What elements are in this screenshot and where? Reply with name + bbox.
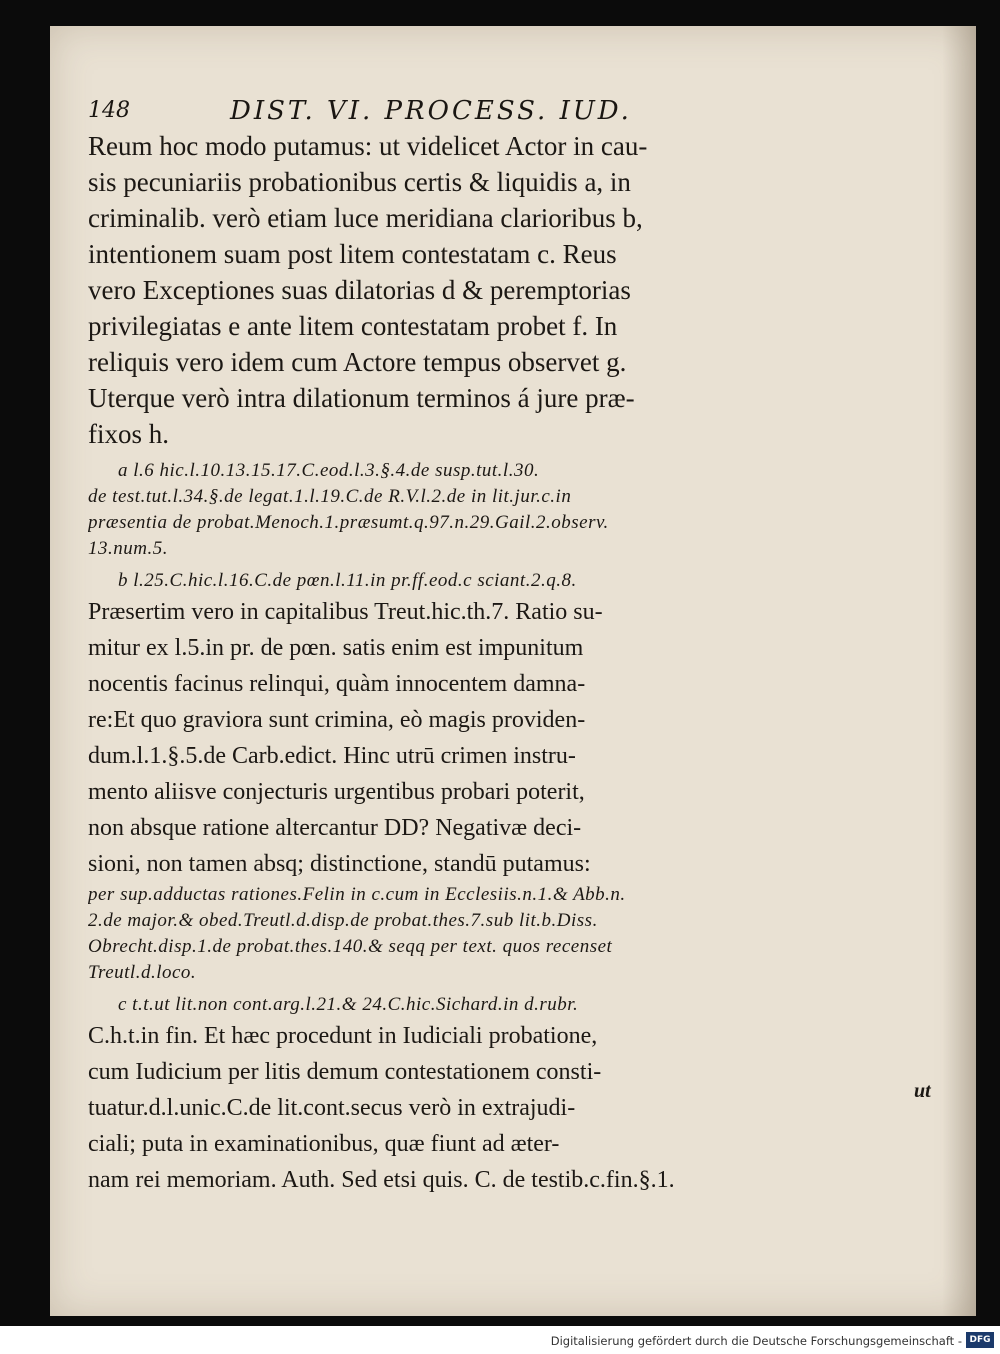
text-line: C.h.t.in fin. Et hæc procedunt in Iudiciali probatione, bbox=[88, 1023, 598, 1049]
note-line: 2.de major.& obed.Treutl.d.disp.de probat.thes.7.sub lit.b.Diss. bbox=[88, 910, 598, 931]
text-line: Uterque verò intra dilationum terminos á jure præ- bbox=[88, 383, 635, 413]
text-line: Reum hoc modo putamus: ut videlicet Actor in cau- bbox=[88, 131, 648, 161]
note-line: de test.tut.l.34.§.de legat.1.l.19.C.de R.V.l.2.de in lit.jur.c.in bbox=[88, 486, 572, 507]
footnote-c bbox=[88, 992, 898, 1198]
catchword: ut bbox=[914, 1080, 931, 1102]
text-line: dum.l.1.§.5.de Carb.edict. Hinc utrū crimen instru- bbox=[88, 743, 576, 769]
note-line: Treutl.d.loco. bbox=[88, 962, 197, 983]
page-edge-shadow bbox=[942, 26, 976, 1316]
text-line: mitur ex l.5.in pr. de pœn. satis enim est impunitum bbox=[88, 635, 584, 661]
text-line: tuatur.d.l.unic.C.de lit.cont.secus verò in extrajudi- bbox=[88, 1095, 576, 1121]
text-line: nocentis facinus relinqui, quàm innocentem damna- bbox=[88, 671, 586, 697]
text-line: privilegiatas e ante litem contestatam probet f. In bbox=[88, 311, 618, 341]
note-line: a l.6 hic.l.10.13.15.17.C.eod.l.3.§.4.de susp.tut.l.30. bbox=[118, 460, 540, 481]
text-line: non absque ratione altercantur DD? Negativæ deci- bbox=[88, 815, 582, 841]
text-line: ciali; puta in examinationibus, quæ fiunt ad æter- bbox=[88, 1131, 560, 1157]
text-line: criminalib. verò etiam luce meridiana clarioribus b, bbox=[88, 203, 643, 233]
text-line: nam rei memoriam. Auth. Sed etsi quis. C. de testib.c.fin.§.1. bbox=[88, 1167, 675, 1193]
footnote-a bbox=[88, 458, 898, 562]
running-title: DIST. VI. PROCESS. IUD. bbox=[230, 96, 632, 126]
note-line: per sup.adductas rationes.Felin in c.cum in Ecclesiis.n.1.& Abb.n. bbox=[88, 884, 626, 905]
page-body bbox=[88, 128, 898, 1198]
text-line: intentionem suam post litem contestatam c. Reus bbox=[88, 239, 617, 269]
footnote-b bbox=[88, 568, 898, 986]
text-line: fixos h. bbox=[88, 419, 169, 449]
note-line: c t.t.ut lit.non cont.arg.l.21.& 24.C.hic.Sichard.in d.rubr. bbox=[118, 994, 579, 1015]
dfg-logo-icon: DFG bbox=[966, 1332, 994, 1348]
text-line: mento aliisve conjecturis urgentibus probari poterit, bbox=[88, 779, 585, 805]
text-line: vero Exceptiones suas dilatorias d & peremptorias bbox=[88, 275, 631, 305]
digitization-credit: Digitalisierung gefördert durch die Deutsche Forschungsgemeinschaft - bbox=[550, 1334, 962, 1348]
text-line: Præsertim vero in capitalibus Treut.hic.th.7. Ratio su- bbox=[88, 599, 603, 625]
text-line: cum Iudicium per litis demum contestationem consti- bbox=[88, 1059, 602, 1085]
main-paragraph bbox=[88, 128, 898, 452]
note-line: 13.num.5. bbox=[88, 538, 168, 559]
page-number: 148 bbox=[88, 98, 130, 123]
note-line: præsentia de probat.Menoch.1.præsumt.q.97.n.29.Gail.2.observ. bbox=[88, 512, 609, 533]
page-header bbox=[88, 94, 858, 130]
note-line: Obrecht.disp.1.de probat.thes.140.& seqq per text. quos recenset bbox=[88, 936, 613, 957]
text-line: sis pecuniariis probationibus certis & liquidis a, in bbox=[88, 167, 631, 197]
text-line: sioni, non tamen absq; distinctione, standū putamus: bbox=[88, 851, 591, 877]
text-line: reliquis vero idem cum Actore tempus observet g. bbox=[88, 347, 627, 377]
text-line: re:Et quo graviora sunt crimina, eò magis providen- bbox=[88, 707, 586, 733]
note-line: b l.25.C.hic.l.16.C.de pœn.l.11.in pr.ff.eod.c sciant.2.q.8. bbox=[118, 570, 577, 591]
